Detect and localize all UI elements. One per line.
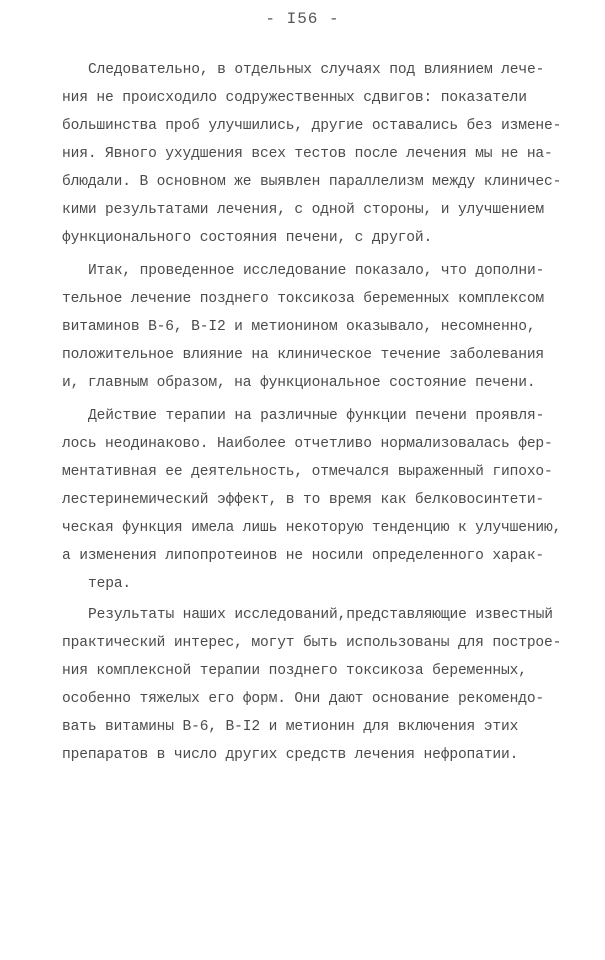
text-line: ния. Явного ухудшения всех тестов после лечения мы не на- (62, 146, 553, 162)
text-line: ментативная ее деятельность, отмечался выраженный гипохо- (62, 464, 553, 480)
text-line: вать витамины В-6, В-I2 и метионин для включения этих (62, 719, 519, 735)
text-line: лось неодинаково. Наиболее отчетливо нормализовалась фер- (62, 436, 553, 452)
text-line: тера. (88, 576, 132, 592)
text-line: положительное влияние на клиническое течение заболевания (62, 347, 545, 363)
text-line: ния комплексной терапии позднего токсикоза беременных, (62, 663, 527, 679)
text-line: практический интерес, могут быть использованы для построе- (62, 635, 562, 651)
text-line: ческая функция имела лишь некоторую тенденцию к улучшению, (62, 520, 562, 536)
text-line: тельное лечение позднего токсикоза беременных комплексом (62, 291, 545, 307)
text-line: ния не происходило содружественных сдвигов: показатели (62, 90, 527, 106)
text-line: блюдали. В основном же выявлен параллелизм между клиничес- (62, 174, 562, 190)
text-line: функционального состояния печени, с другой. (62, 230, 433, 246)
text-line: большинства проб улучшились, другие оставались без измене- (62, 118, 562, 134)
text-line: Действие терапии на различные функции печени проявля- (88, 408, 545, 424)
text-line: препаратов в число других средств лечения нефропатии. (62, 747, 519, 763)
text-line: особенно тяжелых его форм. Они дают основание рекомендо- (62, 691, 545, 707)
text-line: лестеринемический эффект, в то время как белковосинтети- (62, 492, 545, 508)
text-line: Результаты наших исследований,представляющие известный (88, 607, 553, 623)
text-line: витаминов В-6, В-I2 и метионином оказывало, несомненно, (62, 319, 536, 335)
text-line: а изменения липопротеинов не носили определенного харак- (62, 548, 545, 564)
text-line: кими результатами лечения, с одной стороны, и улучшением (62, 202, 545, 218)
text-line: и, главным образом, на функциональное состояние печени. (62, 375, 536, 391)
text-line: Следовательно, в отдельных случаях под влиянием лече- (88, 62, 545, 78)
page-number: - I56 - (265, 10, 340, 28)
text-line: Итак, проведенное исследование показало, что дополни- (88, 263, 545, 279)
